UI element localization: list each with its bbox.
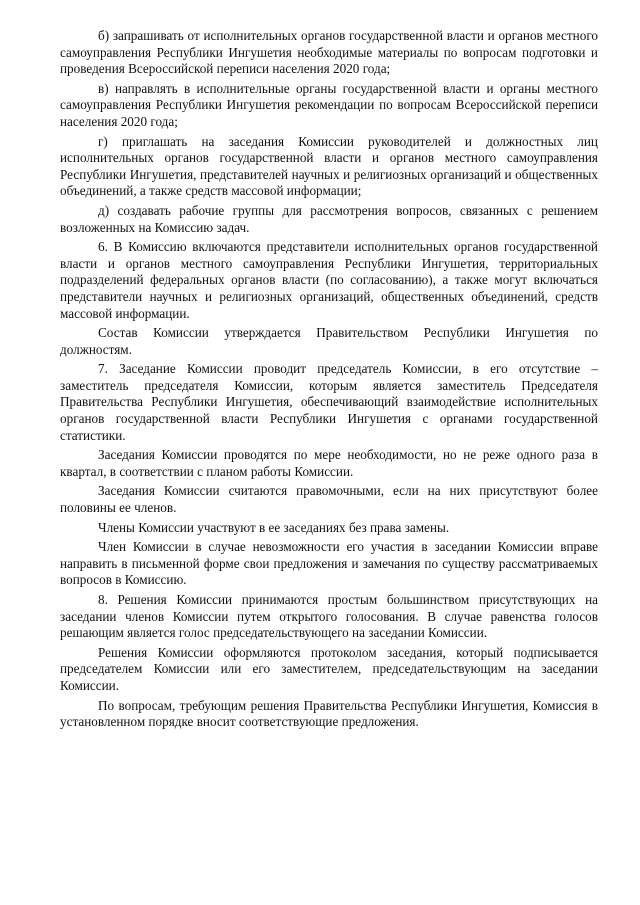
paragraph-section-7: 7. Заседание Комиссии проводит председатель Комиссии, в его отсутствие – заместитель председателя Комиссии, которым является заместитель Председателя Правительства Республики Ингушетия, обеспечивающий взаимодействие исполнительных органов государственной власти Республики Ингушетия с органами государственной статистики. [60, 361, 598, 443]
paragraph-item-g: г) приглашать на заседания Комиссии руководителей и должностных лиц исполнительных органов государственной власти и органов местного самоуправления Республики Ингушетия, представителей научных и религиозных организаций и общественных объединений, а также средств массовой информации; [60, 133, 598, 199]
paragraph-meeting-frequency: Заседания Комиссии проводятся по мере необходимости, но не реже одного раза в квартал, в соответствии с планом работы Комиссии. [60, 447, 598, 479]
document-page [60, 28, 598, 731]
paragraph-government-proposals: По вопросам, требующим решения Правительства Республики Ингушетия, Комиссия в установленном порядке вносит соответствующие предложения. [60, 697, 598, 730]
paragraph-item-d: д) создавать рабочие группы для рассмотрения вопросов, связанных с решением возложенных на Комиссию задач. [60, 202, 598, 235]
paragraph-written-proposals: Член Комиссии в случае невозможности его участия в заседании Комиссии вправе направить в письменной форме свои предложения и замечания по существу рассматриваемых вопросов в Комиссию. [60, 539, 598, 588]
paragraph-composition: Состав Комиссии утверждается Правительством Республики Ингушетия по должностям. [60, 325, 598, 357]
paragraph-section-6: 6. В Комиссию включаются представители исполнительных органов государственной власти и органов местного самоуправления Республики Ингушетия, территориальных подразделений федеральных органов власти (по согласованию), а также могут включаться представители научных и религиозных организаций, общественных объединений, средств массовой информации. [60, 239, 598, 321]
paragraph-no-replacement: Члены Комиссии участвуют в ее заседаниях без права замены. [98, 519, 450, 535]
paragraph-section-8: 8. Решения Комиссии принимаются простым большинством присутствующих на заседании членов Комиссии путем открытого голосования. В случае равенства голосов решающим является голос председательствующего на заседании Комиссии. [60, 592, 598, 641]
paragraph-protocol: Решения Комиссии оформляются протоколом заседания, который подписывается председателем Комиссии или его заместителем, председательствующим на заседании Комиссии. [60, 644, 598, 693]
paragraph-item-b: б) запрашивать от исполнительных органов государственной власти и органов местного самоуправления Республики Ингушетия необходимые материалы по вопросам подготовки и проведения Всероссийской переписи населения 2020 года; [60, 28, 598, 77]
paragraph-quorum: Заседания Комиссии считаются правомочными, если на них присутствуют более половины ее членов. [60, 483, 598, 516]
paragraph-item-v: в) направлять в исполнительные органы государственной власти и органы местного самоуправления Республики Ингушетия рекомендации по вопросам Всероссийской переписи населения 2020 года; [60, 80, 598, 129]
